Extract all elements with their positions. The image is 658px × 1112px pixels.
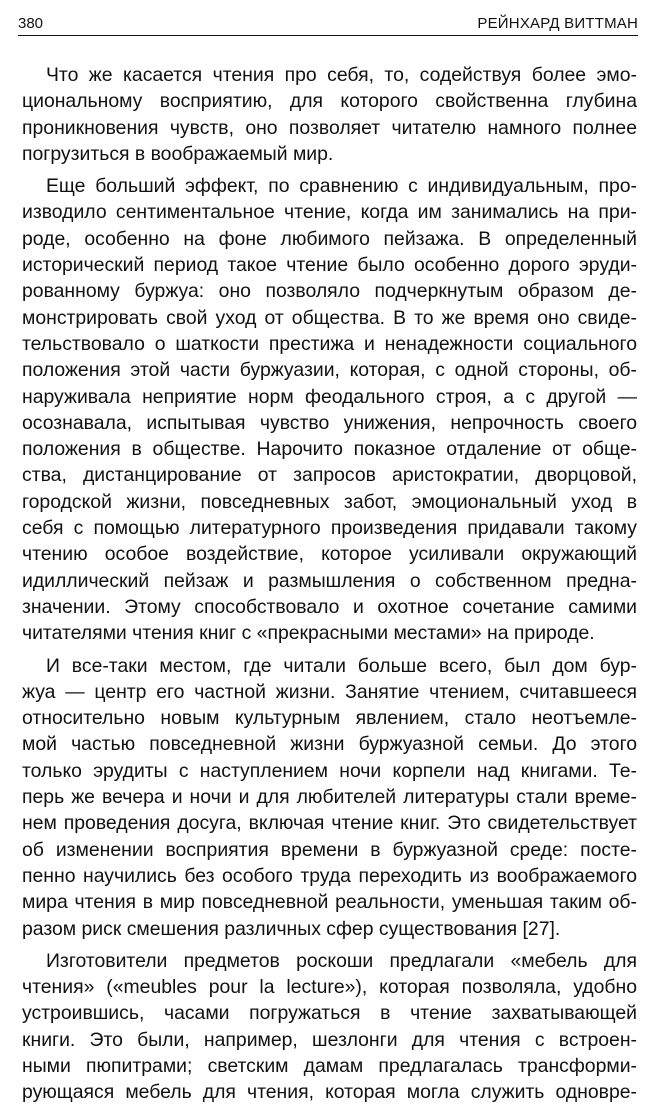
text-line: разом риск смешения различных сфер существования [27].: [22, 917, 561, 940]
text-line: наруживала неприятие норм феодального строя, а с другой —: [22, 385, 637, 408]
text-line: И все-таки местом, где читали больше всего, был дом бур-: [46, 654, 637, 677]
page-number: 380: [18, 15, 44, 32]
text-line: устроившись, часами погружаться в чтение захватывающей: [22, 1002, 637, 1025]
running-head: РЕЙНХАРД ВИТТМАН: [477, 15, 638, 32]
text-line: изводило сентиментальное чтение, когда им занимались на при-: [22, 201, 637, 224]
text-line: чтению особое воздействие, которое усиливали окружающий: [22, 543, 637, 566]
text-line: рованному буржуа: оно позволяло подчеркнутым образом де-: [22, 280, 637, 303]
text-line: мой частью повседневной жизни буржуазной семьи. До этого: [22, 733, 637, 756]
text-line: книги. Это были, например, шезлонги для чтения с встроен-: [22, 1028, 637, 1051]
text-line: осознавала, испытывая чувство унижения, непрочность своего: [22, 411, 637, 434]
text-line: ства, дистанцирование от запросов аристократии, дворцовой,: [22, 464, 637, 487]
text-line: циональному восприятию, для которого свойственна глубина: [22, 90, 637, 113]
text-line: читателями чтения книг с «прекрасными местами» на природе.: [22, 622, 595, 645]
text-line: положения в обществе. Нарочито показное отдаление от обще-: [22, 438, 637, 461]
text-line: только эрудиты с наступлением ночи корпели над книгами. Те-: [22, 759, 637, 782]
text-line: Что же касается чтения про себя, то, содействуя более эмо-: [46, 64, 637, 86]
text-line: перь же вечера и ночи и для любителей литературы стали време-: [22, 786, 637, 809]
text-line: ными пюпитрами; светским дамам предлагалась трансформи-: [22, 1054, 637, 1077]
text-line: об изменении восприятия времени в буржуазной среде: посте-: [22, 838, 637, 861]
text-line: идиллический пейзаж и размышления о собственном предна-: [22, 569, 637, 592]
text-line: проникновения чувств, оно позволяет читателю намного полнее: [22, 116, 637, 139]
paragraph: [22, 948, 637, 1106]
text-line: себя с помощью литературного произведения придавали такому: [22, 517, 637, 540]
text-line: значении. Этому способствовало и охотное сочетание самими: [22, 595, 637, 618]
text-line: тельствовало о шаткости престижа и ненадежности социального: [22, 332, 637, 355]
text-line: роде, особенно на фоне любимого пейзажа. В определенный: [22, 227, 637, 250]
paragraph: [22, 173, 637, 646]
text-line: мира чтения в мир повседневной реальности, уменьшая таким об-: [22, 891, 637, 914]
paragraph: [22, 62, 637, 167]
text-line: жуа — центр его частной жизни. Занятие чтением, считавшееся: [22, 680, 637, 703]
paragraph: [22, 653, 637, 942]
text-line: относительно новым культурным явлением, стало неотъемле-: [22, 707, 637, 730]
text-line: положения этой части буржуазии, которая, с одной стороны, об-: [22, 359, 637, 382]
text-line: погрузиться в воображаемый мир.: [22, 142, 334, 165]
text-line: нем проведения досуга, включая чтение книг. Это свидетельствует: [22, 812, 637, 835]
text-line: исторический период такое чтение было особенно дорого эруди-: [22, 254, 637, 277]
page-header: [18, 13, 638, 36]
body-text: [22, 62, 637, 1112]
text-line: рующаяся мебель для чтения, которая могла служить одновре-: [22, 1081, 637, 1104]
text-line: Еще больший эффект, по сравнению с индивидуальным, про-: [46, 175, 637, 198]
text-line: чтения» («meubles pour la lecture»), которая позволяла, удобно: [22, 976, 637, 999]
text-line: городской жизни, повседневных забот, эмоциональный уход в: [22, 490, 637, 513]
text-line: пенно научились без особого труда переходить из воображаемого: [22, 864, 637, 887]
text-line: монстрировать свой уход от общества. В то же время оно свиде-: [22, 306, 637, 329]
text-line: Изготовители предметов роскоши предлагали «мебель для: [46, 949, 637, 972]
